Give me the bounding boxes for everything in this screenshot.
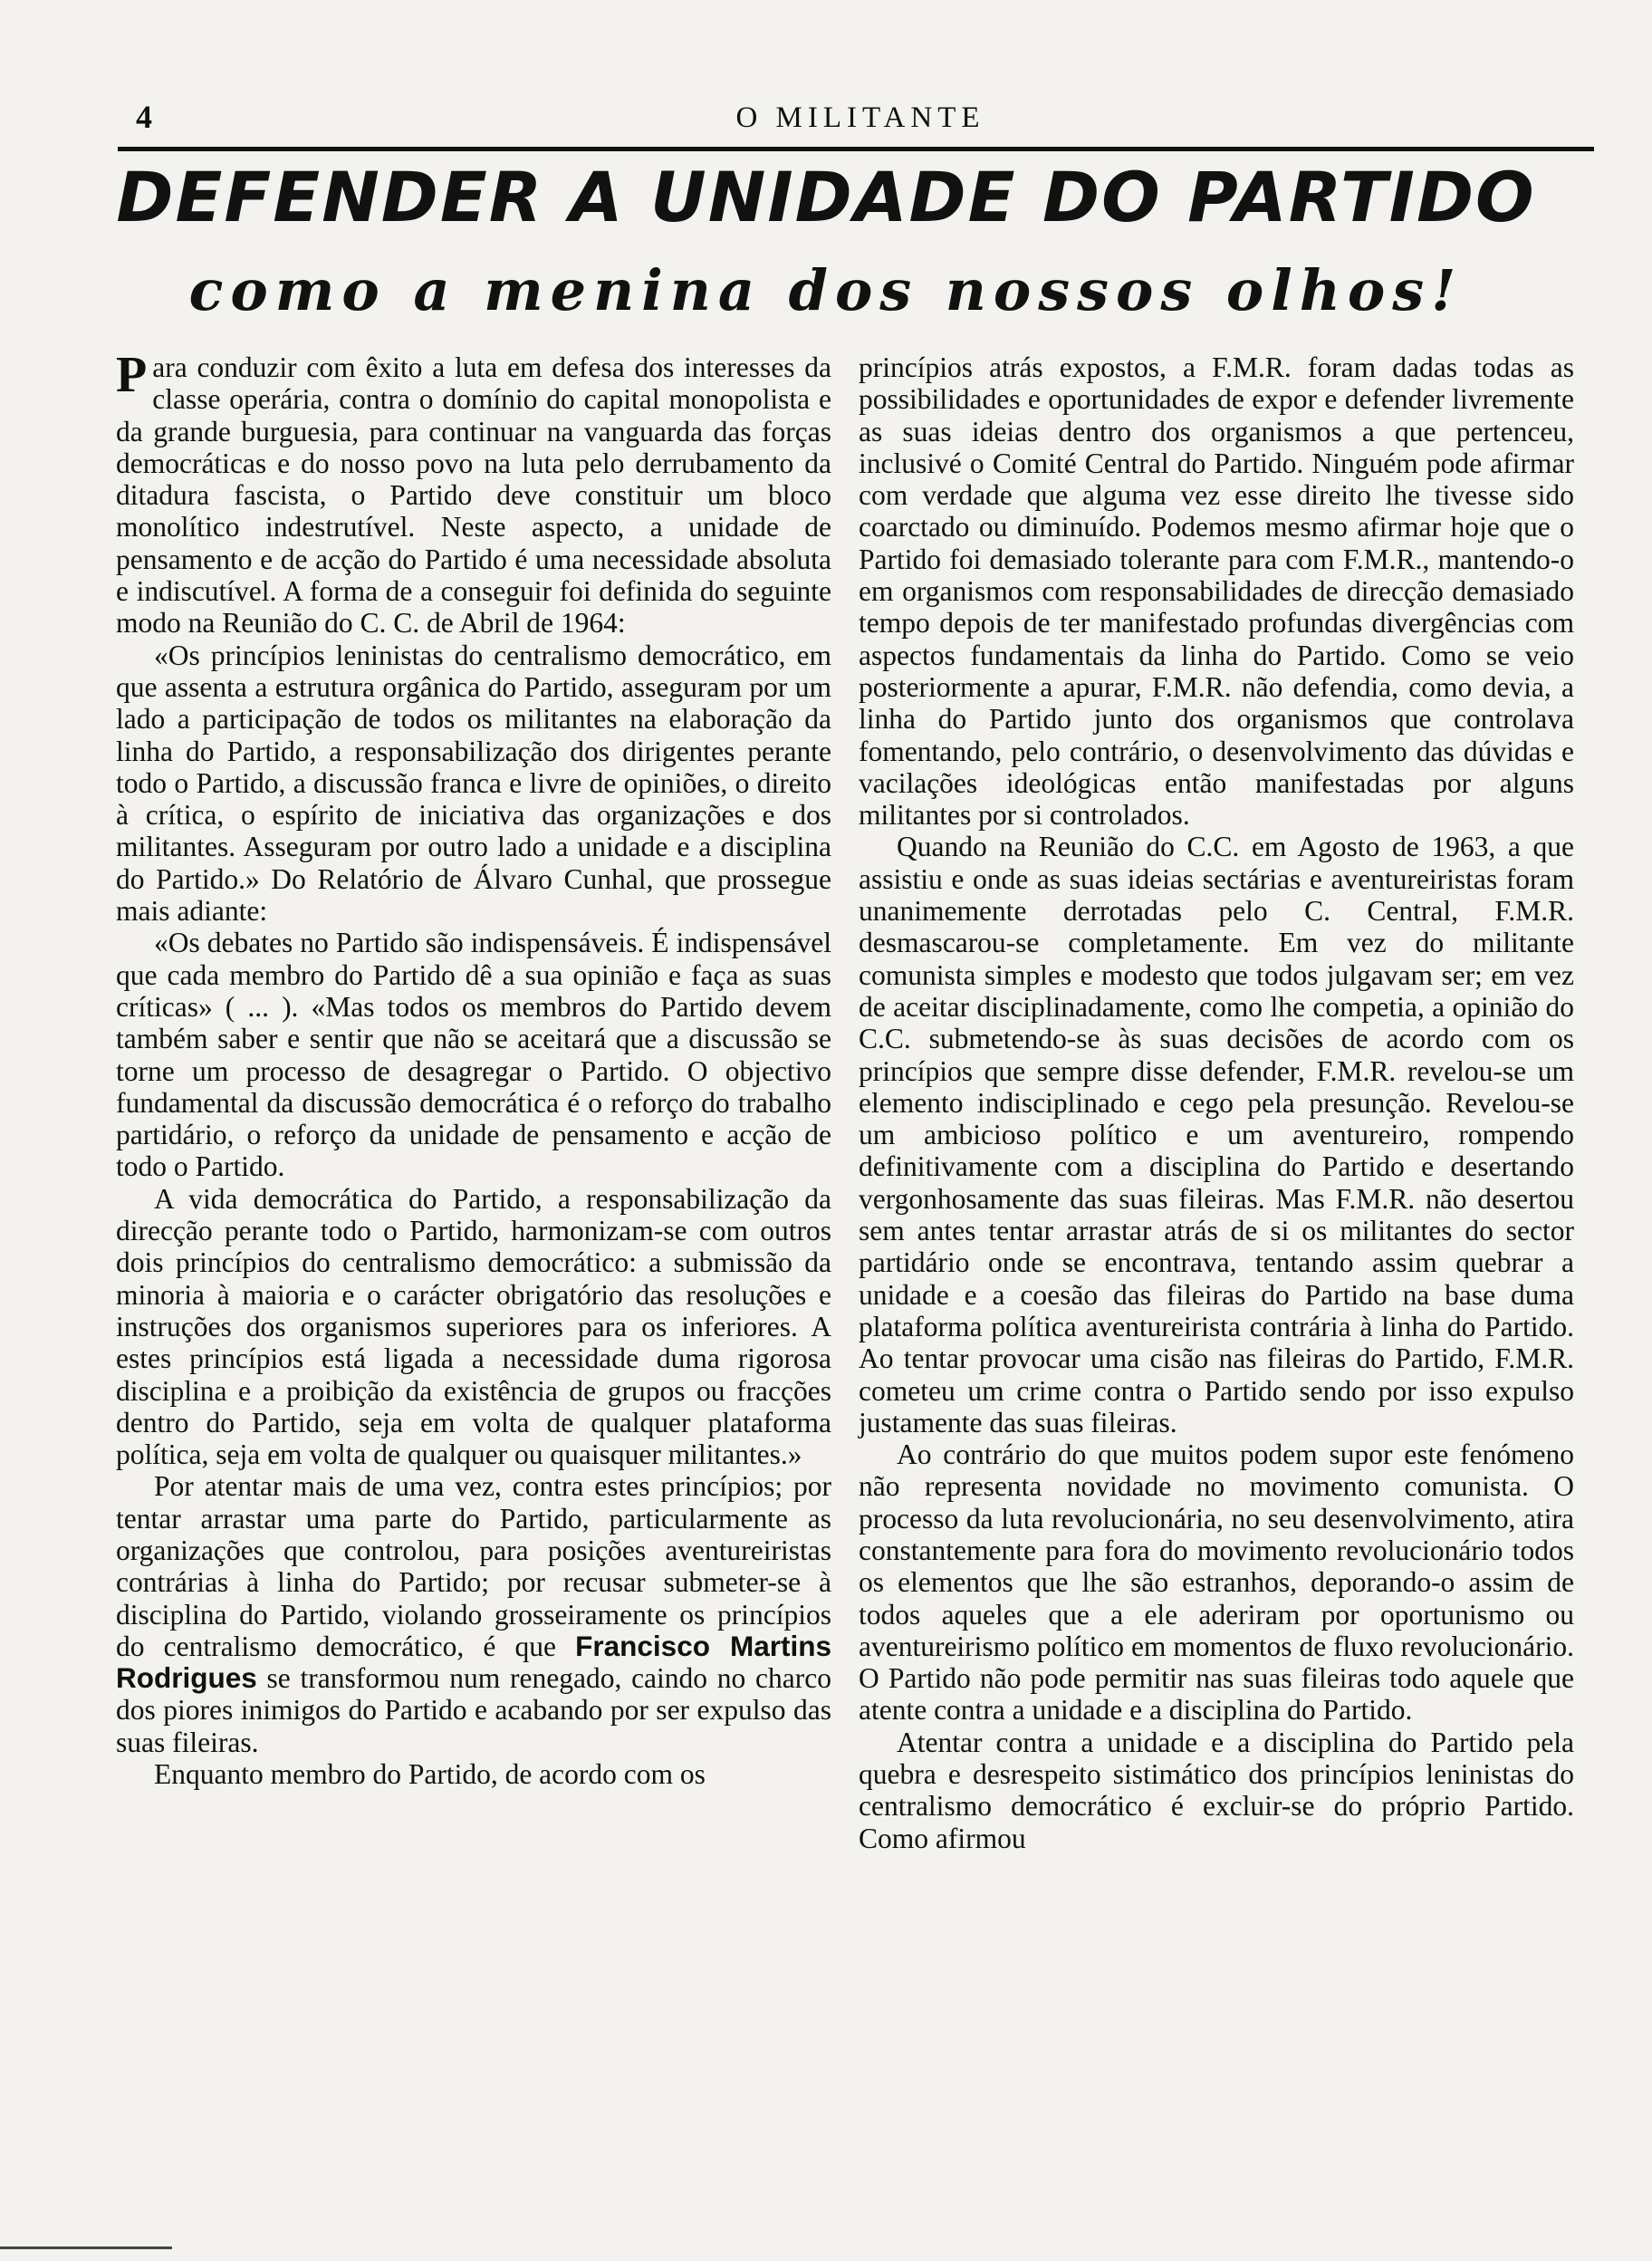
paragraph: Enquanto membro do Partido, de acordo com os <box>154 1758 706 1791</box>
highlighted-name: Francisco Martins Rodrigues <box>116 1629 831 1695</box>
header-rule <box>118 147 1594 151</box>
paragraph-text: se transformou num renegado, caindo no charco dos piores inimigos do Partido e acabando por ser expulso das suas fileiras. <box>116 1662 831 1758</box>
page-header <box>127 94 1594 149</box>
publication-name: O MILITANTE <box>735 101 985 134</box>
right-column <box>859 351 1574 1854</box>
paragraph: «Os debates no Partido são indispensáveis. É indispensável que cada membro do Partido dê a sua opinião e faça as suas críticas» ( ... ). «Mas todos os membros do Partido devem também saber e sentir que não se aceitará que a discussão se torne um processo de desagregar o Partido. O objectivo fundamental da discussão democrática é o reforço do trabalho partidário, o reforço da unidade de pensamento e acção de todo o Partido. <box>116 927 831 1183</box>
article-subtitle: como a menina dos nossos olhos! <box>188 257 1464 323</box>
page-number: 4 <box>136 99 152 135</box>
paragraph: Ao contrário do que muitos podem supor este fenómeno não representa novidade no movimento comunista. O processo da luta revolucionária, no seu desenvolvimento, atira constantemente para fora do movimento revolucionário todos os elementos que lhe são estranhos, deporando-o assim de todos aqueles que a ele aderiram por oportunismo ou aventureirismo político em momentos de fluxo revolucionário. O Partido não pode permitir nas suas fileiras todo aquele que atente contra a unidade e a disciplina do Partido. <box>859 1438 1574 1727</box>
left-column <box>116 347 831 1791</box>
drop-cap: P <box>116 347 148 403</box>
footer-rule <box>0 2247 172 2249</box>
paragraph: Atentar contra a unidade e a disciplina do Partido pela quebra e desrespeito sistimático dos princípios leninistas do centralismo democrático é excluir-se do próprio Partido. Como afirmou <box>859 1726 1574 1854</box>
paragraph <box>116 347 831 640</box>
paragraph: princípios atrás expostos, a F.M.R. foram dadas todas as possibilidades e oportunidades de expor e defender livremente as suas ideias dentro dos organismos a que pertenceu, inclusivé o Comité Central do Partido. Ninguém pode afirmar com verdade que alguma vez esse direito lhe tivesse sido coarctado ou diminuído. Podemos mesmo afirmar hoje que o Partido foi demasiado tolerante para com F.M.R., mantendo-o em organismos com responsabilidades de direcção demasiado tempo depois de ter manifestado profundas divergências com aspectos fundamentais da linha do Partido. Como se veio posteriormente a apurar, F.M.R. não defendia, como devia, a linha do Partido junto dos organismos que controlava fomentando, pelo contrário, o desenvolvimento das dúvidas e vacilações ideológicas então manifestadas por alguns militantes por si controlados. <box>859 351 1574 832</box>
paragraph: A vida democrática do Partido, a responsabilização da direcção perante todo o Partido, harmonizam-se com outros dois princípios do centralismo democrático: a submissão da minoria à maioria e o carácter obrigatório das resoluções e instruções dos organismos superiores para os inferiores. A estes princípios está ligada a necessidade duma rigorosa disciplina e a proibição da existência de grupos ou fracções dentro do Partido, seja em volta de qualquer plataforma política, seja em volta de qualquer ou quaisquer militantes.» <box>116 1182 831 1471</box>
paragraph-text: ara conduzir com êxito a luta em defesa dos interesses da classe operária, contra o domínio do capital monopolista e da grande burguesia, para continuar na vanguarda das forças democráticas e do nosso povo na luta pelo derrubamento da ditadura fascista, o Partido deve constituir um bloco monolítico indestrutível. Neste aspecto, a unidade de pensamento e de acção do Partido é uma necessidade absoluta e indiscutível. A forma de a conseguir foi definida do seguinte modo na Reunião do C. C. de Abril de 1964: <box>116 351 831 640</box>
paragraph: Quando na Reunião do C.C. em Agosto de 1963, a que assistiu e onde as suas ideias sectárias e aventureiristas foram unanimemente derrotadas pelo C. Central, F.M.R. desmascarou-se completamente. Em vez do militante comunista simples e modesto que todos julgavam ser; em vez de aceitar disciplinadamente, como lhe competia, a opinião do C.C. submetendo-se às suas decisões de acordo com os princípios que sempre disse defender, F.M.R. revelou-se um elemento indisciplinado e cego pela presunção. Revelou-se um ambicioso político e um aventureiro, rompendo definitivamente com a disciplina do Partido e desertando vergonhosamente das suas fileiras. Mas F.M.R. não desertou sem antes tentar arrastar atrás de si os militantes do sector partidário onde se encontrava, tentando assim quebrar a unidade e a coesão das fileiras do Partido na base duma plataforma política aventureirista contrária à linha do Partido. Ao tentar provocar uma cisão nas fileiras do Partido, F.M.R. cometeu um crime contra o Partido sendo por isso expulso justamente das suas fileiras. <box>859 831 1574 1438</box>
paragraph: «Os princípios leninistas do centralismo democrático, em que assenta a estrutura orgânica do Partido, asseguram por um lado a participação de todos os militantes na elaboração da linha do Partido, a responsabilização dos dirigentes perante todo o Partido, a discussão franca e livre de opiniões, o direito à crítica, o espírito de iniciativa das organizações e dos militantes. Asseguram por outro lado a unidade e a disciplina do Partido.» Do Relatório de Álvaro Cunhal, que prossegue mais adiante: <box>116 639 831 928</box>
paragraph-text: Por atentar mais de uma vez, contra estes princípios; por tentar arrastar uma parte do Partido, particularmente as organizações que controlou, para posições aventureiristas contrárias à linha do Partido; por recusar submeter-se à disciplina do Partido, violando grosseiramente os princípios do centralismo democrático, é que <box>116 1470 831 1662</box>
paragraph <box>116 1470 831 1758</box>
article-title: DEFENDER A UNIDADE DO PARTIDO <box>116 157 1536 237</box>
